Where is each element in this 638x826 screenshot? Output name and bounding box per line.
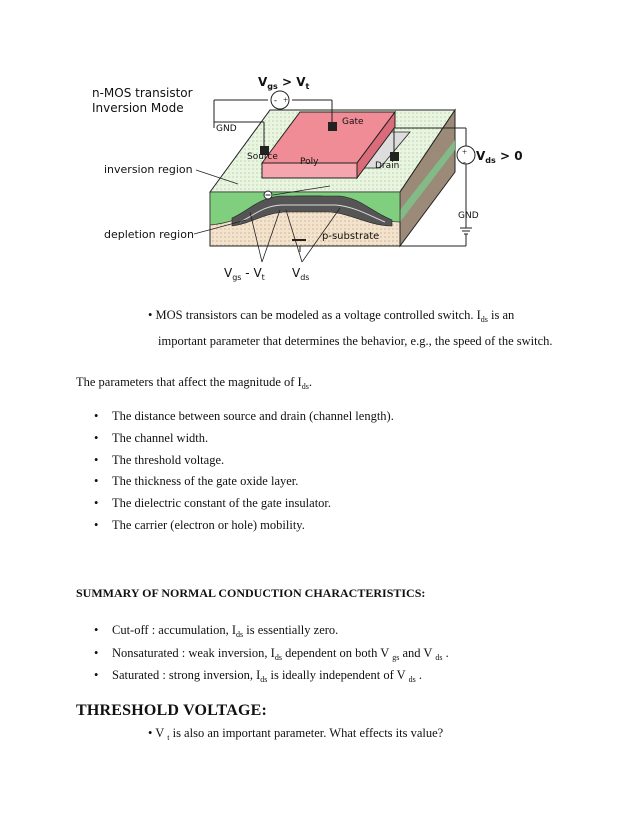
vds-label: $V_{ds}$	[292, 266, 310, 282]
bullet: •	[148, 308, 153, 322]
threshold-heading: THRESHOLD VOLTAGE:	[76, 702, 268, 719]
cutoff-item: Cut-off : accumulation, $I_{ds}$ is essentially zero.	[112, 623, 339, 639]
p-substrate-label: p-substrate	[322, 231, 380, 242]
summary-heading: SUMMARY OF NORMAL CONDUCTION CHARACTERISTICS:	[76, 586, 426, 600]
intro-line-2: important parameter that determines the behavior, e.g., the speed of the switch.	[158, 334, 553, 348]
list-item: •	[94, 623, 99, 637]
list-item: •	[94, 496, 99, 510]
saturated-item: Saturated : strong inversion, $I_{ds}$ is ideally independent of V $_{ds}$ .	[112, 668, 422, 684]
nmos-figure	[0, 0, 638, 300]
list-item: •	[94, 646, 99, 660]
figure-title: n-MOS transistor Inversion Mode	[92, 86, 193, 115]
source-label: Source	[247, 152, 278, 162]
list-item-text: The carrier (electron or hole) mobility.	[112, 518, 305, 532]
list-item-text: The channel width.	[112, 431, 209, 445]
list-item: •	[94, 474, 99, 488]
list-item-text: The dielectric constant of the gate insulator.	[112, 496, 332, 510]
vds-condition: $V_{ds} > 0$	[476, 149, 523, 165]
vgs-minus: -	[274, 95, 277, 105]
list-item: •	[94, 409, 99, 423]
threshold-line: • V $_t$ is also an important parameter. What effects its value?	[148, 726, 444, 742]
gate-label: Gate	[342, 117, 364, 127]
vgs-condition: $V_{gs} > V_t$	[258, 75, 310, 91]
list-item-text: The threshold voltage.	[112, 453, 225, 467]
nonsaturated-item: Nonsaturated : weak inversion, $I_{ds}$ dependent on both V $_{gs}$ and V $_{ds}$ .	[112, 646, 449, 662]
list-item: •	[94, 431, 99, 445]
list-item: •	[94, 453, 99, 467]
intro-line-1: • MOS transistors can be modeled as a voltage controlled switch. $I_{ds}$ is an	[148, 308, 515, 324]
list-item: •	[94, 668, 99, 682]
vgs-minus-vt-label: $V_{gs} - V_t$	[224, 266, 265, 282]
gnd-top-label: GND	[216, 124, 237, 134]
poly-label: Poly	[300, 157, 319, 167]
vds-plus: +	[462, 147, 468, 157]
list-item-text: The thickness of the gate oxide layer.	[112, 474, 299, 488]
params-heading: The parameters that affect the magnitude of $I_{ds}$.	[76, 375, 312, 391]
drain-label: Drain	[375, 161, 400, 171]
inversion-region-label: inversion region	[104, 163, 193, 176]
gnd-right-label: GND	[458, 211, 479, 221]
list-item-text: The distance between source and drain (channel length).	[112, 409, 394, 423]
depletion-region-label: depletion region	[104, 228, 194, 241]
list-item: •	[94, 518, 99, 532]
vds-minus: -	[463, 157, 466, 167]
vgs-plus: +	[283, 95, 289, 105]
